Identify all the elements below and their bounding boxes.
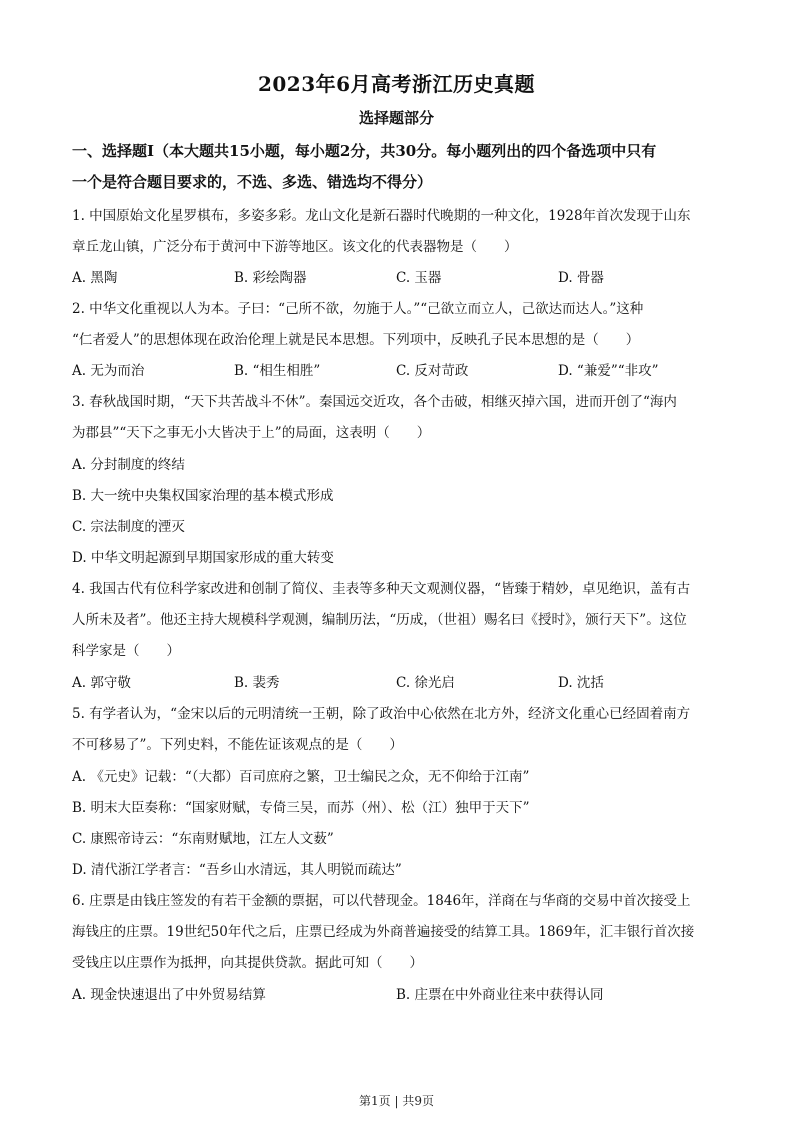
question-5-option-c: C. 康熙帝诗云：“东南财赋地，江左人文薮” bbox=[72, 831, 334, 847]
question-4-option-c: C. 徐光启 bbox=[396, 675, 455, 691]
question-5-option-a: A. 《元史》记载：“（大都）百司庶府之繁，卫士编民之众，无不仰给于江南” bbox=[72, 769, 530, 785]
question-4-text: 人所未及者”。他还主持大规模科学观测，编制历法，“历成，（世祖）赐名曰《授时》，颁行天下”。这位 bbox=[72, 612, 687, 628]
question-5-text: 5. 有学者认为，“金宋以后的元明清统一王朝，除了政治中心依然在北方外，经济文化重心已经固着南方 bbox=[72, 706, 691, 722]
question-4-option-d: D. 沈括 bbox=[558, 675, 604, 691]
question-5-option-b: B. 明末大臣奏称：“国家财赋，专倚三吴，而苏（州）、松（江）独甲于天下” bbox=[72, 800, 530, 816]
question-3-option-d: D. 中华文明起源到早期国家形成的重大转变 bbox=[72, 550, 334, 566]
question-6-option-a: A. 现金快速退出了中外贸易结算 bbox=[72, 987, 266, 1003]
question-6-text: 受钱庄以庄票作为抵押，向其提供贷款。据此可知（ ） bbox=[72, 955, 423, 971]
question-1-text: 章丘龙山镇，广泛分布于黄河中下游等地区。该文化的代表器物是（ ） bbox=[72, 239, 518, 255]
section-heading-line: 一个是符合题目要求的，不选、多选、错选均不得分） bbox=[72, 173, 433, 191]
question-6-text: 海钱庄的庄票。19世纪50年代之后，庄票已经成为外商普遍接受的结算工具。1869年，汇丰银行首次接 bbox=[72, 924, 695, 940]
page-title: 2023年6月高考浙江历史真题 bbox=[257, 72, 536, 96]
question-2-text: 2. 中华文化重视以人为本。子曰：“己所不欲，勿施于人。”“己欲立而立人，己欲达而达人。”这种 bbox=[72, 301, 644, 317]
question-2-text: “仁者爱人”的思想体现在政治伦理上就是民本思想。下列项中，反映孔子民本思想的是（ ） bbox=[72, 332, 640, 348]
question-3-option-c: C. 宗法制度的湮灭 bbox=[72, 519, 185, 535]
question-3-option-b: B. 大一统中央集权国家治理的基本模式形成 bbox=[72, 488, 334, 504]
question-3-text: 为郡县”“天下之事无小大皆决于上”的局面，这表明（ ） bbox=[72, 425, 431, 441]
question-1-text: 1. 中国原始文化星罗棋布，多姿多彩。龙山文化是新石器时代晚期的一种文化，1928年首次发现于山东 bbox=[72, 208, 691, 224]
question-2-option-c: C. 反对苛政 bbox=[396, 363, 469, 379]
question-1-option-a: A. 黑陶 bbox=[72, 270, 118, 286]
question-2-option-b: B. “相生相胜” bbox=[234, 363, 321, 379]
question-4-option-b: B. 裴秀 bbox=[234, 675, 280, 691]
question-5-option-d: D. 清代浙江学者言：“吾乡山水清远，其人明锐而疏达” bbox=[72, 862, 402, 878]
page-footer: 第1页 | 共9页 bbox=[359, 1094, 434, 1108]
question-4-text: 4. 我国古代有位科学家改进和创制了简仪、圭表等多种天文观测仪器，“皆臻于精妙，卓见绝识，盖有古 bbox=[72, 581, 691, 597]
question-2-option-d: D. “兼爱”“非攻” bbox=[558, 363, 659, 379]
question-2-option-a: A. 无为而治 bbox=[72, 363, 145, 379]
question-3-text: 3. 春秋战国时期，“天下共苦战斗不休”。秦国远交近攻，各个击破，相继灭掉六国，进而开创了“海内 bbox=[72, 394, 677, 410]
question-1-option-d: D. 骨器 bbox=[558, 270, 604, 286]
question-5-text: 不可移易了”。下列史料，不能佐证该观点的是（ ） bbox=[72, 737, 403, 753]
section-subtitle: 选择题部分 bbox=[358, 109, 434, 127]
question-4-option-a: A. 郭守敬 bbox=[72, 675, 131, 691]
question-6-option-b: B. 庄票在中外商业往来中获得认同 bbox=[396, 987, 604, 1003]
section-heading-line: 一、选择题Ⅰ（本大题共15小题，每小题2分，共30分。每小题列出的四个备选项中只有 bbox=[72, 142, 657, 160]
question-1-option-c: C. 玉器 bbox=[396, 270, 442, 286]
question-4-text: 科学家是（ ） bbox=[72, 643, 180, 659]
question-6-text: 6. 庄票是由钱庄签发的有若干金额的票据，可以代替现金。1846年，洋商在与华商的交易中首次接受上 bbox=[72, 893, 691, 909]
question-3-option-a: A. 分封制度的终结 bbox=[72, 457, 185, 473]
question-1-option-b: B. 彩绘陶器 bbox=[234, 270, 307, 286]
